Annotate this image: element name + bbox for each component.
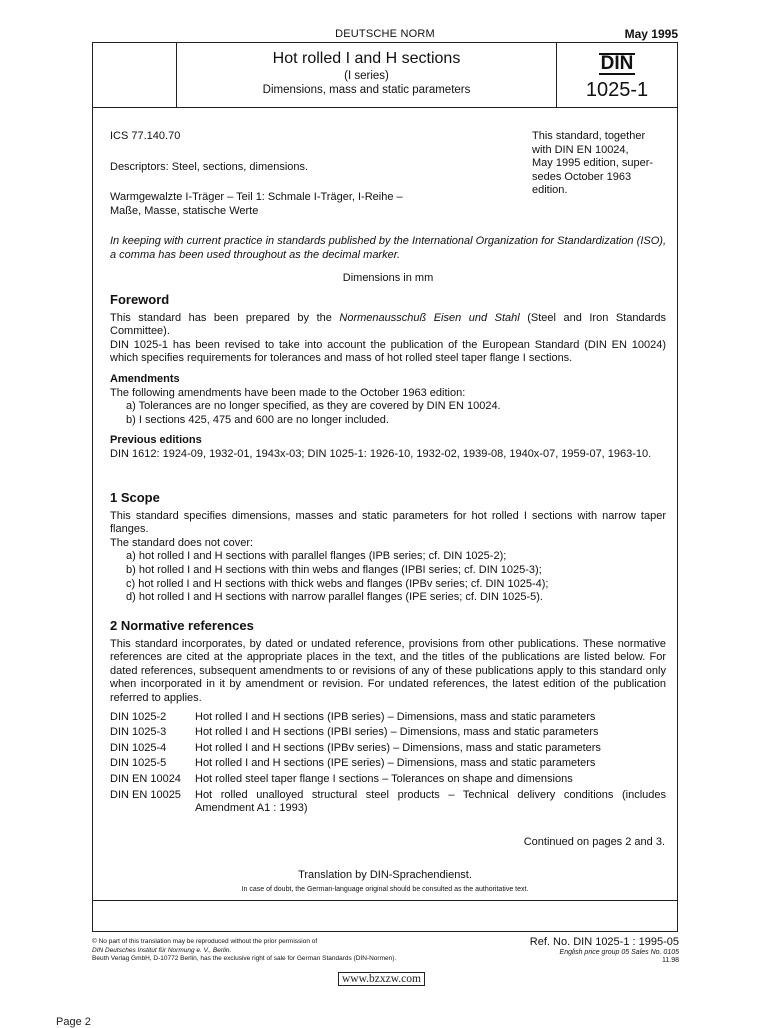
reference-number: Ref. No. DIN 1025-1 : 1995-05 — [529, 936, 679, 948]
reference-row — [110, 709, 666, 725]
normative-references-section — [110, 619, 666, 816]
amendments-heading: Amendments — [110, 372, 180, 385]
foreword-heading: Foreword — [110, 292, 170, 307]
reference-code: DIN 1025-3 — [110, 726, 167, 739]
reference-title: Hot rolled I and H sections (IPBv series) – Dimensions, mass and static parameters — [195, 741, 601, 754]
reference-title: Hot rolled I and H sections (IPB series) – Dimensions, mass and static parameters — [195, 710, 596, 723]
reference-row — [110, 755, 666, 771]
reference-row — [110, 787, 666, 816]
reference-info — [530, 936, 679, 964]
reference-row — [110, 724, 666, 740]
foreword-p1-committee: Normenausschuß Eisen und Stahl — [339, 311, 520, 324]
din-logo: DIN — [600, 53, 634, 74]
amendment-a: a) Tolerances are no longer specified, as they are covered by DIN EN 10024. — [126, 400, 501, 413]
supersede-note — [532, 130, 672, 198]
copyright-line2: DIN Deutsches Institut für Normung e. V., Berlin. — [92, 946, 232, 954]
reference-code: DIN EN 10025 — [110, 788, 181, 801]
ics-code: ICS 77.140.70 — [110, 130, 181, 142]
norm-label: DEUTSCHE NORM — [335, 28, 435, 40]
scope-paragraph-1: This standard specifies dimensions, masses and static parameters for hot rolled I sections with narrow taper flanges. — [110, 509, 666, 536]
reference-row — [110, 740, 666, 756]
foreword-section — [110, 293, 666, 462]
watermark-link[interactable]: www.bzxzw.com — [338, 972, 425, 986]
reference-title: Hot rolled unalloyed structural steel products – Technical delivery conditions (includes Amendment A1 : 1993) — [195, 788, 666, 815]
dimensions-note: Dimensions in mm — [342, 272, 434, 284]
document-subtitle-2: Dimensions, mass and static parameters — [262, 84, 471, 96]
standard-number: 1025-1 — [585, 79, 649, 101]
amendments-intro: The following amendments have been made to the October 1963 edition: — [110, 386, 466, 399]
continued-note: Continued on pages 2 and 3. — [523, 836, 665, 848]
previous-editions-heading: Previous editions — [110, 434, 202, 447]
reference-row — [110, 771, 666, 787]
document-title: Hot rolled I and H sections — [272, 50, 461, 67]
supersede-line4: sedes October 1963 — [532, 170, 632, 183]
normative-references-intro: This standard incorporates, by dated or undated reference, provisions from other publications. These normative references are cited at the appropriate places in the text, and the titles of the publications are listed below. For dated references, subsequent amendments to or revisions of any of these publications apply to this standard only when incorporated in it by amendment or revision. For undated references, the latest edition of the publication referred to applies. — [110, 637, 666, 704]
reference-code: DIN 1025-4 — [110, 741, 167, 754]
foreword-p1-pre: This standard has been prepared by the — [110, 311, 340, 324]
scope-item-b: b) hot rolled I and H sections with thin webs and flanges (IPBI series; cf. DIN 1025-3); — [126, 563, 542, 576]
reference-code: DIN 1025-5 — [110, 757, 167, 770]
reference-code: DIN EN 10024 — [110, 772, 181, 785]
title-center-cell — [177, 43, 557, 107]
translation-credit: Translation by DIN-Sprachendienst. — [298, 869, 472, 881]
document-subtitle: (I series) — [344, 70, 389, 82]
descriptors: Descriptors: Steel, sections, dimensions. — [110, 161, 309, 173]
german-title-line1: Warmgewalzte I-Träger – Teil 1: Schmale I-Träger, I-Reihe – — [110, 191, 403, 203]
copyright-line1: © No part of this translation may be reproduced without the prior permission of — [92, 938, 318, 945]
supersede-line3: May 1995 edition, super- — [532, 157, 654, 170]
normative-references-heading: 2 Normative references — [110, 618, 254, 633]
bottom-box — [92, 900, 678, 933]
copyright-line3: Beuth Verlag GmbH, D-10772 Berlin, has the exclusive right of sale for German Standards (DIN-Normen). — [92, 955, 397, 962]
title-right-cell — [557, 43, 677, 107]
previous-editions-text: DIN 1612: 1924-09, 1932-01, 1943x-03; DIN 1025-1: 1926-10, 1932-02, 1939-08, 1940x-07, 1959-07, 1963-10. — [110, 447, 652, 460]
reference-title: Hot rolled I and H sections (IPE series) – Dimensions, mass and static parameters — [195, 757, 596, 770]
decimal-marker-note: In keeping with current practice in standards published by the International Organization for Standardization (ISO), a comma has been used throughout as the decimal marker. — [110, 235, 666, 261]
title-block — [93, 43, 677, 108]
reference-code: DIN 1025-2 — [110, 710, 167, 723]
authoritative-text-note: In case of doubt, the German-language original should be consulted as the authoritative text. — [241, 886, 529, 893]
foreword-paragraph-1 — [110, 312, 666, 339]
supersede-line2: with DIN EN 10024, — [532, 143, 629, 156]
foreword-paragraph-2: DIN 1025-1 has been revised to take into account the publication of the European Standard (DIN EN 10024) which specifies requirements for tolerances and mass of hot rolled steel taper flange I sections. — [110, 338, 666, 365]
amendment-b: b) I sections 425, 475 and 600 are no longer included. — [126, 413, 389, 426]
scope-heading: 1 Scope — [110, 490, 160, 505]
title-left-cell — [93, 43, 177, 107]
scope-section — [110, 491, 666, 605]
german-title — [110, 191, 470, 218]
scope-item-c: c) hot rolled I and H sections with thick webs and flanges (IPBv series; cf. DIN 1025-4); — [126, 577, 549, 590]
print-code: 11.98 — [662, 957, 679, 964]
supersede-line1: This standard, together — [532, 130, 646, 142]
foreword-p1-post: (Steel and Iron Standards Committee). — [110, 311, 666, 338]
german-title-line2: Maße, Masse, statische Werte — [110, 204, 259, 217]
reference-title: Hot rolled steel taper flange I sections – Tolerances on shape and dimensions — [195, 772, 573, 785]
copyright-notice — [92, 938, 482, 964]
page-label: Page 2 — [56, 1016, 91, 1028]
supersede-line5: edition. — [532, 184, 568, 197]
publication-date: May 1995 — [624, 27, 678, 41]
scope-paragraph-2: The standard does not cover: — [110, 536, 254, 549]
scope-item-a: a) hot rolled I and H sections with parallel flanges (IPB series; cf. DIN 1025-2); — [126, 550, 507, 563]
reference-title: Hot rolled I and H sections (IPBI series) – Dimensions, mass and static parameters — [195, 726, 599, 739]
price-group: English price group 05 Sales No. 0105 — [559, 949, 679, 956]
references-table — [110, 709, 666, 816]
scope-item-d: d) hot rolled I and H sections with narrow parallel flanges (IPE series; cf. DIN 1025-5). — [126, 591, 543, 604]
